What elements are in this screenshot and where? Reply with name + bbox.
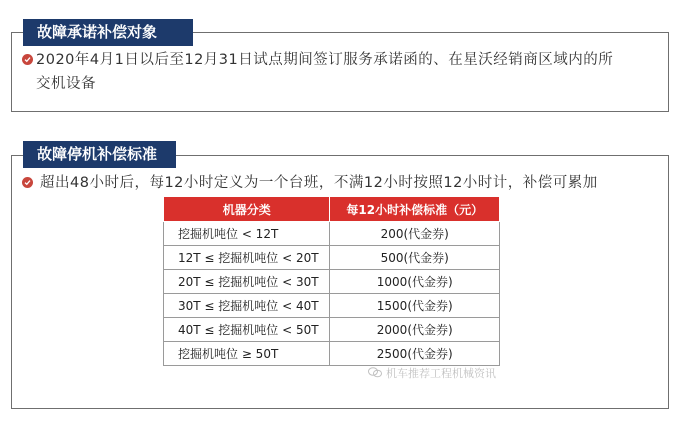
compensation-object-text-line1: 2020年4月1日以后至12月31日试点期间签订服务承诺函的、在星沃经销商区域内的所 (36, 52, 614, 68)
section-title: 故障承诺补偿对象 (37, 23, 158, 41)
table-row (164, 270, 500, 294)
table-row (164, 318, 500, 342)
section-title: 故障停机补偿标准 (37, 145, 158, 163)
table-header-compensation: 每12小时补偿标准（元） (330, 197, 500, 222)
wechat-icon (368, 367, 382, 381)
table-cell-compensation: 1000(代金券) (330, 270, 500, 294)
table-row (164, 294, 500, 318)
table-row (164, 222, 500, 246)
section-header-compensation-object (23, 19, 193, 46)
check-circle-icon (22, 54, 33, 65)
table-header-row (164, 197, 500, 222)
watermark-text: 机车推荐工程机械资讯 (386, 367, 496, 380)
table-cell-compensation: 2000(代金券) (330, 318, 500, 342)
table-cell-compensation: 2500(代金券) (330, 342, 500, 366)
table-header-machine-class: 机器分类 (164, 197, 330, 222)
compensation-standard-text: 超出48小时后，每12小时定义为一个台班，不满12小时按照12小时计，补偿可累加 (40, 175, 598, 191)
table-cell-compensation: 1500(代金券) (330, 294, 500, 318)
compensation-table (163, 196, 500, 366)
check-circle-icon (22, 177, 33, 188)
table-cell-machine-class: 30T ≤ 挖掘机吨位 < 40T (164, 294, 330, 318)
watermark (368, 365, 496, 381)
table-cell-machine-class: 20T ≤ 挖掘机吨位 < 30T (164, 270, 330, 294)
table-row (164, 342, 500, 366)
table-cell-machine-class: 12T ≤ 挖掘机吨位 < 20T (164, 246, 330, 270)
table-row (164, 246, 500, 270)
table-cell-compensation: 500(代金券) (330, 246, 500, 270)
table-cell-machine-class: 40T ≤ 挖掘机吨位 < 50T (164, 318, 330, 342)
table-cell-machine-class: 挖掘机吨位 ≥ 50T (164, 342, 330, 366)
compensation-object-text-line2: 交机设备 (36, 76, 96, 92)
table-cell-machine-class: 挖掘机吨位 < 12T (164, 222, 330, 246)
table-cell-compensation: 200(代金券) (330, 222, 500, 246)
section-header-compensation-standard (23, 141, 176, 168)
